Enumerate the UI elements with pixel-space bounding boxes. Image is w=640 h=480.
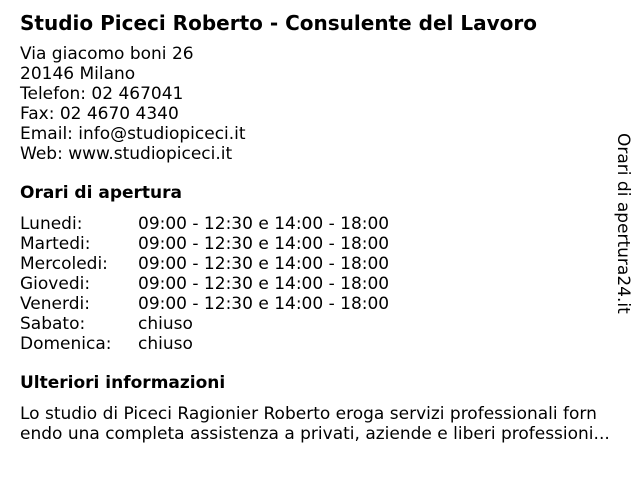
site-brand-watermark: Orari di apertura24.it	[613, 133, 633, 314]
hours-row-wednesday	[20, 254, 389, 274]
website-address: Web: www.studiopiceci.it	[20, 144, 233, 164]
day-label: Venerdi:	[20, 294, 90, 314]
day-hours: chiuso	[138, 314, 193, 334]
contact-block	[20, 44, 246, 164]
fax-number: Fax: 02 4670 4340	[20, 104, 179, 124]
email-address: Email: info@studiopiceci.it	[20, 124, 246, 144]
street-address: Via giacomo boni 26	[20, 44, 194, 64]
day-label: Mercoledi:	[20, 254, 108, 274]
hours-row-thursday	[20, 274, 389, 294]
hours-row-monday	[20, 214, 389, 234]
day-hours: 09:00 - 12:30 e 14:00 - 18:00	[138, 254, 390, 274]
hours-row-friday	[20, 294, 389, 314]
day-label: Sabato:	[20, 314, 86, 334]
opening-hours-heading: Orari di apertura	[20, 183, 182, 203]
hours-row-saturday	[20, 314, 389, 334]
more-info-text	[20, 404, 630, 444]
day-hours: 09:00 - 12:30 e 14:00 - 18:00	[138, 234, 390, 254]
day-hours: 09:00 - 12:30 e 14:00 - 18:00	[138, 214, 390, 234]
day-label: Lunedi:	[20, 214, 83, 234]
hours-row-tuesday	[20, 234, 389, 254]
day-label: Domenica:	[20, 334, 112, 354]
more-info-heading: Ulteriori informazioni	[20, 373, 226, 393]
day-hours: 09:00 - 12:30 e 14:00 - 18:00	[138, 274, 390, 294]
phone-number: Telefon: 02 467041	[20, 84, 184, 104]
day-label: Giovedi:	[20, 274, 91, 294]
day-hours: 09:00 - 12:30 e 14:00 - 18:00	[138, 294, 390, 314]
city-address: 20146 Milano	[20, 64, 136, 84]
day-hours: chiuso	[138, 334, 193, 354]
opening-hours-table	[20, 214, 389, 354]
info-line: Lo studio di Piceci Ragionier Roberto eroga servizi professionali forn	[20, 404, 597, 424]
day-label: Martedi:	[20, 234, 91, 254]
info-line: endo una completa assistenza a privati, aziende e liberi professioni...	[20, 424, 610, 444]
hours-row-sunday	[20, 334, 389, 354]
business-title: Studio Piceci Roberto - Consulente del Lavoro	[20, 11, 537, 35]
